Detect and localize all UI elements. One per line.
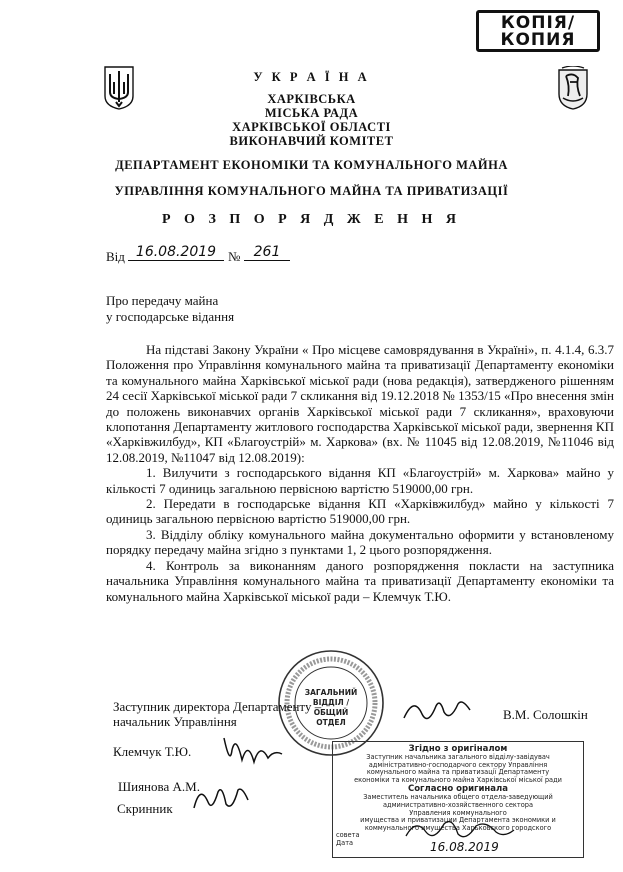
skrynnyk-name: Скринник [117, 801, 173, 816]
header-city-line1: ХАРКІВСЬКА [267, 92, 356, 106]
item-3: 3. Відділу обліку комунального майна документально оформити у встановленому порядку передачу майна згідно з пунктами 1, 2 цього розпорядження. [106, 526, 614, 558]
klemchuk-name: Клемчук Т.Ю. [113, 744, 192, 759]
preamble: На підставі Закону України « Про місцеве самоврядування в Україні», п. 4.1.4, 6.3.7 Положення про Управління комунального майна та приватизації Департаменту економіки та комунального майна Харківської міської ради (нова редакція), затвердженого рішенням 24 сесії Харківської міської ради 7 скликання від 19.12.2018 № 1353/15 «Про внесення змін до положень виконавчих органів Харківської міської ради 7 скликання», враховуючи клопотання Департаменту житлового господарства Харківської міської ради, звернення КП «Харківжилбуд», КП «Благоустрій» м. Харкова» (вх. № 11045 від 12.08.2019, №11046 від 12.08.2019, №11047 від 12.08.2019): [106, 342, 614, 465]
certified-ua-line3: комунального майна та приватизації Департаменту [366, 768, 550, 777]
shiyanova-name: Шиянова А.М. [118, 779, 200, 794]
certified-ru-line2: административно-хозяйственного сектора [382, 800, 533, 809]
copy-stamp-line1: КОПІЯ/ [500, 13, 576, 33]
item-1: 1. Вилучити з господарського відання КП «Благоустрій» м. Харкова» майно у кількості 7 одиниць загальною первісною вартістю 519000,00 грн. [106, 465, 614, 496]
date-value: 16.08.2019 [128, 244, 224, 261]
seal-center-line3: ОБЩИЙ ОТДЕЛ [313, 708, 349, 727]
header-city-line3: ХАРКІВСЬКОЇ ОБЛАСТІ [232, 120, 391, 134]
certified-ru-line5: коммунального имущества Харьковского городского [364, 823, 552, 832]
director-signature-icon [400, 692, 480, 728]
header-city-line2: МІСЬКА РАДА [264, 106, 359, 120]
certified-ua-title: Згідно з оригіналом [408, 744, 508, 754]
date-label: Від [106, 249, 125, 264]
signer-name: В.М. Солошкін [503, 707, 588, 722]
certified-ru-title: Согласно оригинала [407, 784, 509, 795]
copy-stamp [476, 10, 600, 52]
header-country: У К Р А Ї Н А [253, 70, 370, 84]
signature-position-line2: начальник Управління [113, 714, 237, 729]
subject-line1: Про передачу майна [106, 293, 219, 308]
copy-stamp-line2: КОПИЯ [500, 30, 576, 50]
seal-center-line1: ЗАГАЛЬНИЙ [304, 688, 358, 697]
shiyanova-signature-icon [190, 778, 254, 818]
signature-position-line1: Заступник директора Департаменту – [113, 699, 322, 714]
document-title: Р О З П О Р Я Д Ж Е Н Н Я [162, 212, 461, 227]
certified-ru-line3: Управления коммунального [409, 808, 507, 817]
certified-ua-line1: Заступник начальника загального відділу-завідувач [366, 753, 550, 761]
header-city-line4: ВИКОНАВЧИЙ КОМІТЕТ [229, 134, 394, 148]
certifier-signature-icon [400, 812, 520, 846]
certified-ua-line4: економіки та комунального майна Харківської міської ради [354, 775, 562, 784]
certified-ua-line2: адміністративно-господарчого сектору Управління [368, 760, 548, 769]
item-2: 2. Передати в господарське відання КП «Харківжилбуд» майно у кількості 7 одиниць загальною первісною вартістю 519000,00 грн. [106, 496, 614, 527]
certified-ru-line4: имущества и приватизации Департамента экономики и [360, 816, 556, 825]
number-label: № [228, 249, 241, 264]
certified-date-handwritten: 16.08.2019 [430, 840, 499, 854]
certified-ru-line7: Дата [336, 838, 354, 847]
header-department: ДЕПАРТАМЕНТ ЕКОНОМІКИ ТА КОМУНАЛЬНОГО МАЙНА [115, 158, 508, 172]
seal-center-line2: ВІДДІЛ / [312, 698, 350, 707]
klemchuk-signature-icon [218, 730, 288, 770]
subject-line2: у господарське відання [106, 309, 235, 324]
item-4: 4. Контроль за виконанням даного розпорядження покласти на заступника начальника Управління комунального майна та приватизації Департаменту економіки та комунального майна Харківської міської ради – Клемчук Т.Ю. [106, 557, 614, 604]
certified-ru-line6: совета [336, 831, 360, 840]
header-division: УПРАВЛІННЯ КОМУНАЛЬНОГО МАЙНА ТА ПРИВАТИЗАЦІЇ [114, 184, 509, 198]
document-body [106, 342, 614, 604]
certified-ru-line1: Заместитель начальника общего отдела-заведующий [363, 793, 553, 802]
number-value: 261 [244, 244, 290, 261]
